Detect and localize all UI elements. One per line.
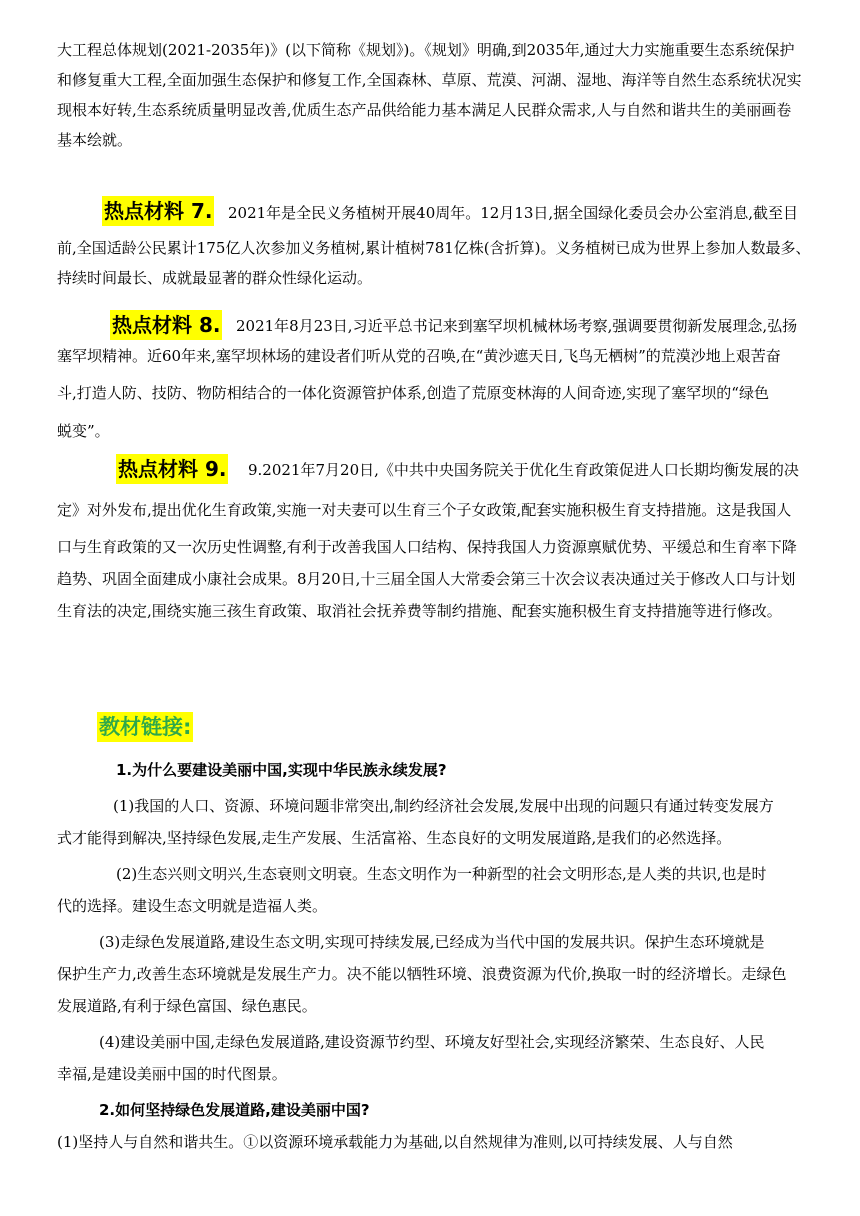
- intro-line-2: 和修复重大工程,全面加强生态保护和修复工作,全国森林、草原、荒漠、河湖、湿地、海洋等自然生态系统状况实: [57, 71, 802, 89]
- hot-material-8-first-line: 2021年8月23日,习近平总书记来到塞罕坝机械林场考察,强调要贯彻新发展理念,弘扬: [236, 317, 798, 335]
- hot-material-9-first-line: 9.2021年7月20日,《中共中央国务院关于优化生育政策促进人口长期均衡发展的决: [248, 461, 799, 479]
- hot-material-8-label: 热点材料 8.: [110, 310, 222, 340]
- hot-material-9-line: 口与生育政策的又一次历史性调整,有利于改善我国人口结构、保持我国人力资源禀赋优势、平缓总和生育率下降: [57, 538, 797, 556]
- answer-5-line: (1)坚持人与自然和谐共生。①以资源环境承载能力为基础,以自然规律为准则,以可持续发展、人与自然: [57, 1133, 733, 1151]
- hot-material-7-line: 前,全国适龄公民累计175亿人次参加义务植树,累计植树781亿株(含折算)。义务植树已成为世界上参加人数最多、: [57, 239, 811, 257]
- hot-material-8-line: 塞罕坝精神。近60年来,塞罕坝林场的建设者们听从党的召唤,在“黄沙遮天日,飞鸟无栖树”的荒漠沙地上艰苦奋: [57, 347, 781, 365]
- answer-3-line: (3)走绿色发展道路,建设生态文明,实现可持续发展,已经成为当代中国的发展共识。保护生态环境就是: [99, 933, 765, 951]
- hot-material-7-label: 热点材料 7.: [102, 196, 214, 226]
- textbook-link-label: 教材链接:: [97, 712, 193, 742]
- answer-2-line: 代的选择。建设生态文明就是造福人类。: [57, 897, 328, 915]
- answer-3-line: 保护生产力,改善生态环境就是发展生产力。决不能以牺牲环境、浪费资源为代价,换取一时的经济增长。走绿色: [57, 965, 787, 983]
- hot-material-7-first-line: 2021年是全民义务植树开展40周年。12月13日,据全国绿化委员会办公室消息,截至目: [228, 204, 798, 222]
- question-2-heading: 2.如何坚持绿色发展道路,建设美丽中国?: [99, 1101, 370, 1119]
- hot-material-9-line: 定》对外发布,提出优化生育政策,实施一对夫妻可以生育三个子女政策,配套实施积极生育支持措施。这是我国人: [57, 501, 792, 519]
- answer-2-line: (2)生态兴则文明兴,生态衰则文明衰。生态文明作为一种新型的社会文明形态,是人类的共识,也是时: [116, 865, 767, 883]
- answer-4-line: 幸福,是建设美丽中国的时代图景。: [57, 1065, 287, 1083]
- answer-1-line: (1)我国的人口、资源、环境问题非常突出,制约经济社会发展,发展中出现的问题只有通过转变发展方: [113, 797, 774, 815]
- hot-material-8-line: 斗,打造人防、技防、物防相结合的一体化资源管护体系,创造了荒原变林海的人间奇迹,实现了塞罕坝的“绿色: [57, 384, 769, 402]
- hot-material-8-line: 蜕变”。: [57, 422, 110, 440]
- hot-material-9-line: 趋势、巩固全面建成小康社会成果。8月20日,十三届全国人大常委会第三十次会议表决通过关于修改人口与计划: [57, 570, 796, 588]
- intro-line-4: 基本绘就。: [57, 131, 133, 149]
- intro-line-3: 现根本好转,生态系统质量明显改善,优质生态产品供给能力基本满足人民群众需求,人与自然和谐共生的美丽画卷: [57, 101, 792, 119]
- answer-1-line: 式才能得到解决,坚持绿色发展,走生产发展、生活富裕、生态良好的文明发展道路,是我们的必然选择。: [57, 829, 732, 847]
- question-1-heading: 1.为什么要建设美丽中国,实现中华民族永续发展?: [116, 761, 447, 779]
- answer-4-line: (4)建设美丽中国,走绿色发展道路,建设资源节约型、环境友好型社会,实现经济繁荣、生态良好、人民: [99, 1033, 765, 1051]
- intro-line-1: 大工程总体规划(2021-2035年)》(以下简称《规划》)。《规划》明确,到2035年,通过大力实施重要生态系统保护: [57, 41, 795, 59]
- hot-material-9-label: 热点材料 9.: [116, 454, 228, 484]
- hot-material-7-line: 持续时间最长、成就最显著的群众性绿化运动。: [57, 269, 373, 287]
- hot-material-9-line: 生育法的决定,围绕实施三孩生育政策、取消社会抚养费等制约措施、配套实施积极生育支持措施等进行修改。: [57, 602, 782, 620]
- answer-3-line: 发展道路,有利于绿色富国、绿色惠民。: [57, 997, 317, 1015]
